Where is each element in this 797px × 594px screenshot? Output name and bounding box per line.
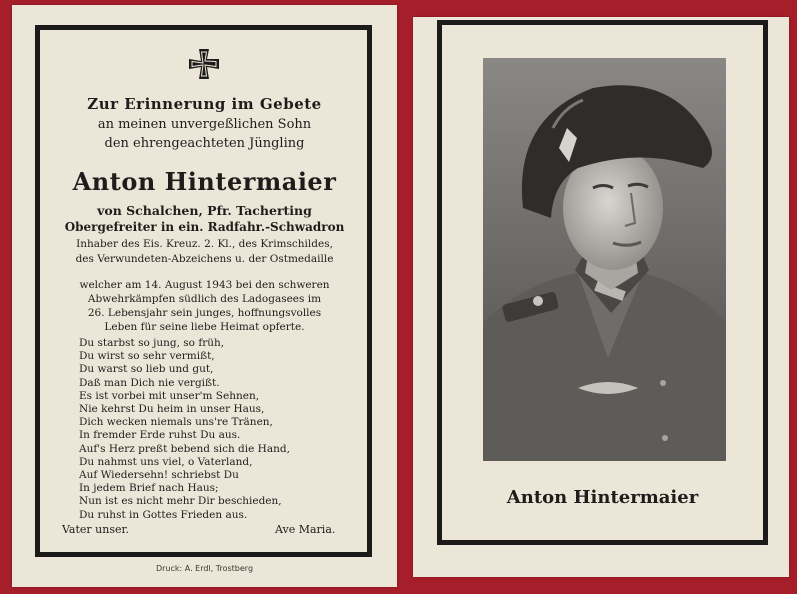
rank-line: Obergefreiter in ein. Radfahr.-Schwadron <box>64 220 345 234</box>
poem-line: Du starbst so jung, so früh, <box>79 337 225 349</box>
death-line-3: 26. Lebensjahr sein junges, hoffnungsvolles <box>87 307 322 319</box>
poem-line: Nie kehrst Du heim in unser Haus, <box>79 403 265 416</box>
poem-line: Auf Wiedersehn! schriebst Du <box>79 469 239 482</box>
closing-prayer-left: Vater unser. <box>62 523 130 536</box>
poem-line: Du ruhst in Gottes Frieden aus. <box>79 508 248 521</box>
poem-line: Auf's Herz preßt bebend sich die Hand, <box>79 442 290 455</box>
memorial-poem <box>79 337 290 522</box>
printer-imprint: Druck: A. Erdl, Trostberg <box>155 564 254 573</box>
awards-line-2: des Verwundeten-Abzeichens u. der Ostmedaille <box>75 253 334 265</box>
dedication-line-2: den ehrengeachteten Jüngling <box>104 136 305 151</box>
dedication-line-1: an meinen unvergeßlichen Sohn <box>97 117 312 132</box>
memorial-card-back <box>413 17 789 577</box>
poem-line: Du wirst so sehr vermißt, <box>79 350 215 363</box>
poem-line: Daß man Dich nie vergißt. <box>79 376 220 389</box>
memorial-heading: Zur Erinnerung im Gebete <box>87 95 322 113</box>
poem-line: Es ist vorbei mit unser'm Sehnen, <box>79 389 260 402</box>
awards-line-1: Inhaber des Eis. Kreuz. 2. Kl., des Krimschildes, <box>76 238 333 250</box>
portrait-illustration <box>483 58 726 461</box>
closing-prayer-right: Ave Maria. <box>275 523 336 536</box>
soldier-portrait-photo <box>483 58 726 461</box>
poem-line: Du warst so lieb und gut, <box>79 363 214 376</box>
poem-line: Nun ist es nicht mehr Dir beschieden, <box>79 495 282 508</box>
poem-line: Du nahmst uns viel, o Vaterland, <box>79 455 253 468</box>
iron-cross-icon <box>187 47 221 81</box>
portrait-caption-name: Anton Hintermaier <box>506 487 699 508</box>
poem-line: Dich wecken niemals uns're Tränen, <box>79 416 273 429</box>
death-line-4: Leben für seine liebe Heimat opferte. <box>104 321 305 333</box>
poem-line: In fremder Erde ruhst Du aus. <box>79 429 241 442</box>
memorial-card-front <box>12 5 397 587</box>
poem-line: In jedem Brief nach Haus; <box>79 482 219 495</box>
deceased-name: Anton Hintermaier <box>72 167 337 196</box>
death-line-1: welcher am 14. August 1943 bei den schweren <box>79 279 330 291</box>
death-line-2: Abwehrkämpfen südlich des Ladogasees im <box>87 293 322 305</box>
origin-line: von Schalchen, Pfr. Tacherting <box>97 203 312 218</box>
